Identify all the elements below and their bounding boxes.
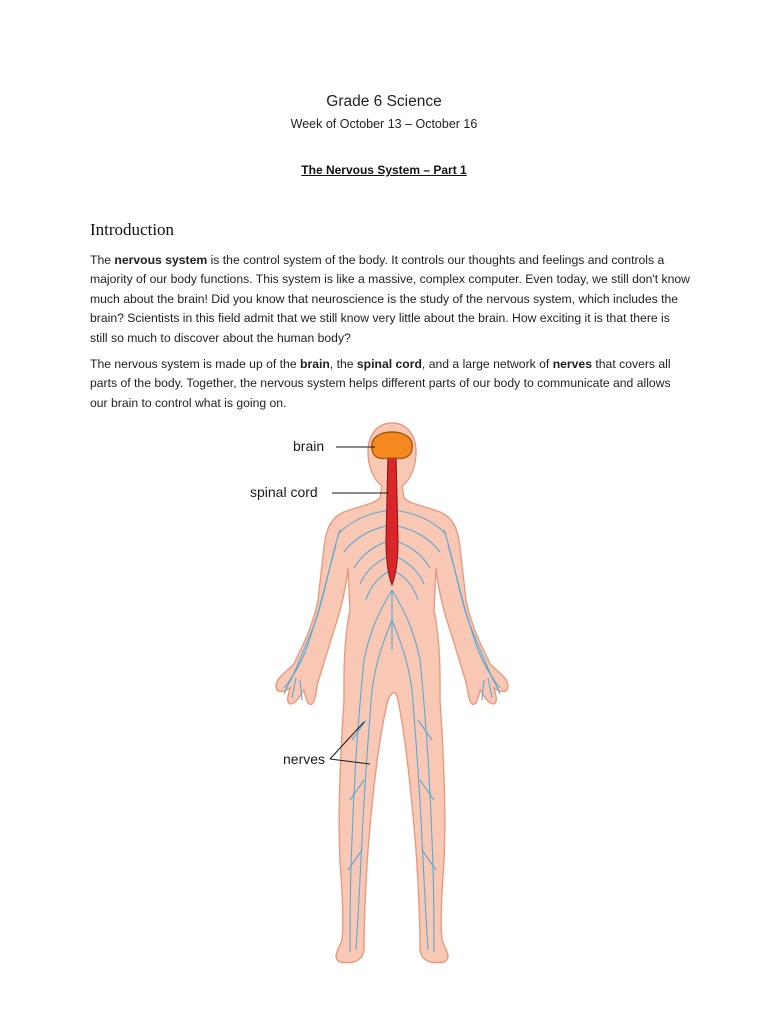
p1-text-2: is the control system of the body. It controls our thoughts and feelings and controls a majority of our body functions. This system is like a massive, complex computer. Even today, we still don't know much about the brain! Did you know that neuroscience is the study of the nervous system, which includes the brain? Scientists in this field admit that we still know very little about the brain. How exciting it is that there is still so much to discover about the human body? — [90, 253, 690, 345]
p1-text-1: The — [90, 253, 115, 267]
p2-bold-spinal-cord: spinal cord — [356, 357, 422, 371]
spinal-cord — [386, 452, 398, 585]
brain-shape — [372, 432, 413, 459]
nervous-system-diagram — [240, 420, 540, 980]
label-spinal-cord: spinal cord — [250, 484, 318, 500]
week-subtitle: Week of October 13 – October 16 — [290, 117, 478, 131]
p2-text-2: , the — [329, 357, 357, 371]
p2-text-4: that covers all parts of the body. Together, the nervous system helps different parts of our body to communicate and allows our brain to control what is going on. — [90, 357, 671, 410]
p2-text-3: , and a large network of — [421, 357, 553, 371]
intro-paragraph-2 — [90, 355, 690, 413]
label-brain: brain — [293, 438, 325, 454]
lesson-part-title: The Nervous System – Part 1 — [301, 163, 467, 177]
label-nerves: nerves — [283, 751, 326, 767]
introduction-heading: Introduction — [90, 220, 175, 239]
document-title: Grade 6 Science — [326, 93, 442, 110]
p2-bold-nerves: nerves — [552, 357, 592, 371]
p2-bold-brain: brain — [300, 357, 330, 371]
intro-paragraph-1 — [90, 251, 690, 348]
p1-bold-nervous-system: nervous system — [114, 253, 208, 267]
p2-text-1: The nervous system is made up of the — [90, 357, 300, 371]
